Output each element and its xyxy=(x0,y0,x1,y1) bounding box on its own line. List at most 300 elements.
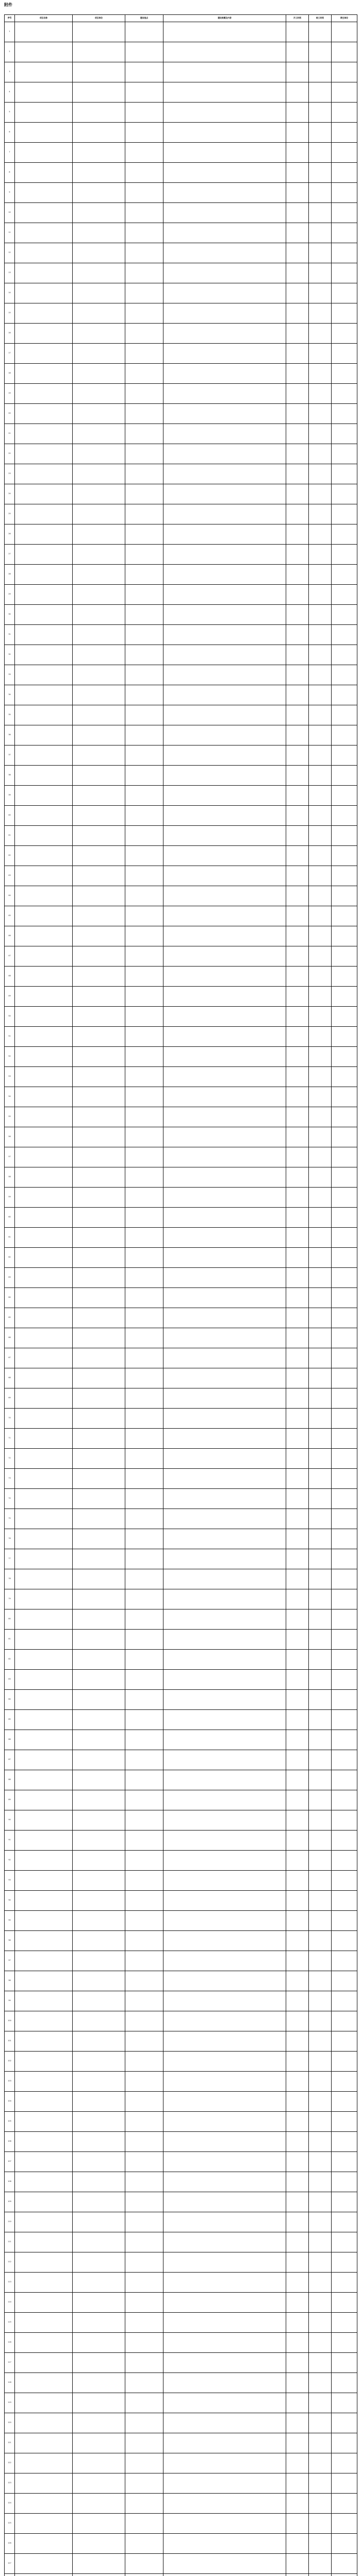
table-cell xyxy=(73,1509,125,1529)
table-cell xyxy=(125,1449,163,1469)
table-cell xyxy=(286,1127,309,1147)
table-cell xyxy=(286,1690,309,1710)
row-number: 19 xyxy=(5,384,15,404)
table-cell xyxy=(15,1529,73,1549)
table-cell xyxy=(286,826,309,846)
table-cell xyxy=(125,866,163,886)
table-row xyxy=(5,946,357,967)
table-cell xyxy=(163,1831,286,1851)
row-number: 15 xyxy=(5,303,15,324)
table-cell xyxy=(163,705,286,725)
table-cell xyxy=(163,444,286,464)
table-row xyxy=(5,2172,357,2192)
table-row xyxy=(5,665,357,685)
table-cell xyxy=(309,203,332,223)
table-cell xyxy=(125,2313,163,2333)
table-row xyxy=(5,2011,357,2031)
row-number: 112 xyxy=(5,2252,15,2273)
table-cell xyxy=(125,605,163,625)
table-cell xyxy=(286,2293,309,2313)
table-row xyxy=(5,685,357,705)
table-cell xyxy=(125,183,163,203)
table-cell xyxy=(163,504,286,524)
row-number: 36 xyxy=(5,725,15,745)
table-cell xyxy=(332,1951,357,1971)
row-number: 107 xyxy=(5,2152,15,2172)
table-cell xyxy=(15,82,73,103)
table-cell xyxy=(286,1730,309,1750)
table-cell xyxy=(286,1107,309,1127)
row-number: 4 xyxy=(5,82,15,103)
table-row xyxy=(5,2433,357,2453)
table-cell xyxy=(125,846,163,866)
table-cell xyxy=(309,906,332,926)
table-cell xyxy=(15,1609,73,1630)
table-cell xyxy=(309,2273,332,2293)
table-cell xyxy=(286,2514,309,2534)
table-cell xyxy=(163,745,286,766)
table-cell xyxy=(163,303,286,324)
table-cell xyxy=(15,2092,73,2112)
table-cell xyxy=(15,464,73,484)
row-number: 3 xyxy=(5,62,15,82)
table-cell xyxy=(15,2052,73,2072)
table-cell xyxy=(73,1690,125,1710)
table-row xyxy=(5,1931,357,1951)
row-number: 17 xyxy=(5,344,15,364)
table-cell xyxy=(15,2433,73,2453)
table-cell xyxy=(286,1569,309,1589)
table-cell xyxy=(15,1750,73,1770)
table-cell xyxy=(15,705,73,725)
table-cell xyxy=(332,464,357,484)
table-cell xyxy=(73,1971,125,1991)
table-cell xyxy=(163,1268,286,1288)
table-cell xyxy=(163,1549,286,1569)
table-cell xyxy=(309,1750,332,1770)
table-cell xyxy=(286,384,309,404)
table-cell xyxy=(286,2473,309,2494)
table-cell xyxy=(309,1308,332,1328)
table-cell xyxy=(73,504,125,524)
table-cell xyxy=(125,1067,163,1087)
table-row xyxy=(5,1991,357,2011)
table-cell xyxy=(332,886,357,906)
table-cell xyxy=(163,203,286,223)
table-cell xyxy=(309,1489,332,1509)
table-cell xyxy=(309,2313,332,2333)
table-cell xyxy=(332,1770,357,1790)
row-number: 49 xyxy=(5,987,15,1007)
table-cell xyxy=(332,1529,357,1549)
table-cell xyxy=(125,2212,163,2232)
table-cell xyxy=(332,1147,357,1167)
row-number: 83 xyxy=(5,1670,15,1690)
table-row xyxy=(5,1750,357,1770)
table-cell xyxy=(332,82,357,103)
table-cell xyxy=(309,846,332,866)
table-cell xyxy=(332,1931,357,1951)
table-cell xyxy=(286,2353,309,2373)
table-row xyxy=(5,1810,357,1831)
table-cell xyxy=(309,123,332,143)
table-cell xyxy=(73,886,125,906)
table-cell xyxy=(286,1469,309,1489)
table-cell xyxy=(15,404,73,424)
row-number: 11 xyxy=(5,223,15,243)
row-number: 40 xyxy=(5,806,15,826)
table-cell xyxy=(309,163,332,183)
table-cell xyxy=(73,1248,125,1268)
header-project-name: 项目名称 xyxy=(15,15,73,22)
table-cell xyxy=(163,2172,286,2192)
table-cell xyxy=(332,344,357,364)
table-cell xyxy=(163,1509,286,1529)
table-cell xyxy=(125,1609,163,1630)
table-cell xyxy=(15,2232,73,2252)
table-cell xyxy=(163,22,286,42)
table-cell xyxy=(163,585,286,605)
table-cell xyxy=(163,1368,286,1388)
row-number: 73 xyxy=(5,1469,15,1489)
table-cell xyxy=(125,1087,163,1107)
table-cell xyxy=(309,243,332,263)
table-cell xyxy=(286,62,309,82)
table-cell xyxy=(309,303,332,324)
table-cell xyxy=(332,1891,357,1911)
table-cell xyxy=(163,846,286,866)
table-cell xyxy=(125,1871,163,1891)
table-cell xyxy=(15,1569,73,1589)
table-cell xyxy=(163,2152,286,2172)
table-row xyxy=(5,1027,357,1047)
row-number: 86 xyxy=(5,1730,15,1750)
table-cell xyxy=(125,203,163,223)
table-cell xyxy=(286,2273,309,2293)
table-cell xyxy=(125,1509,163,1529)
table-cell xyxy=(286,2574,309,2576)
table-cell xyxy=(163,2534,286,2554)
table-cell xyxy=(125,1991,163,2011)
table-cell xyxy=(286,1911,309,1931)
table-cell xyxy=(125,1549,163,1569)
table-cell xyxy=(73,745,125,766)
row-number: 59 xyxy=(5,1188,15,1208)
table-cell xyxy=(309,62,332,82)
table-cell xyxy=(332,826,357,846)
table-cell xyxy=(332,1589,357,1609)
table-cell xyxy=(163,123,286,143)
table-row xyxy=(5,303,357,324)
table-cell xyxy=(332,1127,357,1147)
row-number: 55 xyxy=(5,1107,15,1127)
table-cell xyxy=(286,1529,309,1549)
row-number: 58 xyxy=(5,1167,15,1188)
table-cell xyxy=(309,1368,332,1388)
table-cell xyxy=(163,645,286,665)
table-cell xyxy=(332,1489,357,1509)
table-row xyxy=(5,1911,357,1931)
table-cell xyxy=(125,1268,163,1288)
table-cell xyxy=(286,1810,309,1831)
table-cell xyxy=(125,1891,163,1911)
table-row xyxy=(5,1489,357,1509)
table-cell xyxy=(332,283,357,303)
table-cell xyxy=(286,2494,309,2514)
table-cell xyxy=(15,2273,73,2293)
table-cell xyxy=(15,1328,73,1348)
table-cell xyxy=(163,484,286,504)
table-cell xyxy=(309,1388,332,1409)
table-cell xyxy=(309,1007,332,1027)
row-number: 126 xyxy=(5,2534,15,2554)
row-number: 102 xyxy=(5,2052,15,2072)
row-number: 22 xyxy=(5,444,15,464)
row-number: 45 xyxy=(5,906,15,926)
table-cell xyxy=(73,1047,125,1067)
table-cell xyxy=(15,2112,73,2132)
table-cell xyxy=(309,524,332,545)
table-cell xyxy=(163,725,286,745)
table-cell xyxy=(309,1589,332,1609)
table-cell xyxy=(332,1831,357,1851)
table-cell xyxy=(73,1328,125,1348)
table-cell xyxy=(332,2293,357,2313)
table-cell xyxy=(125,766,163,786)
table-cell xyxy=(332,2072,357,2092)
table-cell xyxy=(125,2232,163,2252)
table-cell xyxy=(309,1630,332,1650)
table-cell xyxy=(163,665,286,685)
table-cell xyxy=(286,866,309,886)
table-cell xyxy=(125,2252,163,2273)
table-cell xyxy=(309,2212,332,2232)
table-cell xyxy=(125,1810,163,1831)
table-cell xyxy=(73,2273,125,2293)
table-cell xyxy=(15,1790,73,1810)
table-cell xyxy=(309,585,332,605)
table-cell xyxy=(286,1288,309,1308)
table-cell xyxy=(332,806,357,826)
table-cell xyxy=(73,806,125,826)
table-cell xyxy=(332,444,357,464)
table-cell xyxy=(125,1770,163,1790)
table-cell xyxy=(309,2574,332,2576)
table-cell xyxy=(286,22,309,42)
table-cell xyxy=(286,967,309,987)
table-cell xyxy=(286,1368,309,1388)
table-cell xyxy=(332,745,357,766)
table-cell xyxy=(309,1208,332,1228)
row-number: 98 xyxy=(5,1971,15,1991)
table-cell xyxy=(15,344,73,364)
table-cell xyxy=(73,2052,125,2072)
table-cell xyxy=(15,484,73,504)
row-number: 21 xyxy=(5,424,15,444)
table-cell xyxy=(286,886,309,906)
table-cell xyxy=(73,2072,125,2092)
table-cell xyxy=(286,946,309,967)
table-cell xyxy=(309,484,332,504)
row-number: 57 xyxy=(5,1147,15,1167)
table-cell xyxy=(73,1429,125,1449)
table-cell xyxy=(163,1027,286,1047)
table-cell xyxy=(15,967,73,987)
table-cell xyxy=(125,62,163,82)
table-cell xyxy=(332,2313,357,2333)
table-cell xyxy=(15,1770,73,1790)
table-cell xyxy=(163,1489,286,1509)
table-cell xyxy=(332,705,357,725)
table-cell xyxy=(332,987,357,1007)
table-row xyxy=(5,203,357,223)
table-cell xyxy=(163,2011,286,2031)
table-cell xyxy=(163,2031,286,2052)
table-cell xyxy=(163,1147,286,1167)
table-cell xyxy=(15,1268,73,1288)
table-cell xyxy=(163,1911,286,1931)
table-cell xyxy=(309,967,332,987)
table-cell xyxy=(309,1951,332,1971)
table-cell xyxy=(286,404,309,424)
table-header-row xyxy=(5,15,357,22)
table-cell xyxy=(163,1228,286,1248)
table-cell xyxy=(73,1931,125,1951)
table-cell xyxy=(332,1630,357,1650)
table-cell xyxy=(332,2514,357,2534)
row-number: 29 xyxy=(5,585,15,605)
row-number: 65 xyxy=(5,1308,15,1328)
table-cell xyxy=(15,2212,73,2232)
table-cell xyxy=(125,2534,163,2554)
table-cell xyxy=(15,826,73,846)
table-cell xyxy=(286,625,309,645)
table-cell xyxy=(286,1348,309,1368)
table-cell xyxy=(163,1188,286,1208)
table-row xyxy=(5,2313,357,2333)
table-cell xyxy=(73,183,125,203)
table-cell xyxy=(286,303,309,324)
table-cell xyxy=(125,263,163,283)
table-cell xyxy=(309,2373,332,2393)
table-cell xyxy=(309,424,332,444)
table-cell xyxy=(15,2453,73,2473)
table-cell xyxy=(15,625,73,645)
table-cell xyxy=(286,645,309,665)
table-cell xyxy=(286,1991,309,2011)
table-cell xyxy=(332,2052,357,2072)
table-cell xyxy=(309,987,332,1007)
row-number: 41 xyxy=(5,826,15,846)
row-number: 109 xyxy=(5,2192,15,2212)
table-cell xyxy=(125,1368,163,1388)
table-cell xyxy=(286,1710,309,1730)
table-cell xyxy=(286,2152,309,2172)
table-cell xyxy=(125,1710,163,1730)
table-cell xyxy=(125,926,163,946)
table-cell xyxy=(309,2252,332,2273)
table-cell xyxy=(163,1429,286,1449)
table-cell xyxy=(309,1710,332,1730)
table-row xyxy=(5,766,357,786)
table-cell xyxy=(309,143,332,163)
row-number: 30 xyxy=(5,605,15,625)
table-cell xyxy=(15,1810,73,1831)
table-cell xyxy=(332,243,357,263)
table-row xyxy=(5,1589,357,1609)
table-cell xyxy=(332,2373,357,2393)
row-number: 31 xyxy=(5,625,15,645)
row-number: 91 xyxy=(5,1831,15,1851)
table-cell xyxy=(125,1831,163,1851)
table-cell xyxy=(73,1991,125,2011)
table-row xyxy=(5,846,357,866)
table-row xyxy=(5,2373,357,2393)
table-cell xyxy=(15,745,73,766)
table-cell xyxy=(332,1991,357,2011)
table-cell xyxy=(309,1670,332,1690)
row-number: 121 xyxy=(5,2433,15,2453)
table-cell xyxy=(309,1730,332,1750)
table-cell xyxy=(125,103,163,123)
table-cell xyxy=(332,1730,357,1750)
table-cell xyxy=(125,143,163,163)
table-cell xyxy=(125,424,163,444)
table-row xyxy=(5,906,357,926)
table-cell xyxy=(15,1308,73,1328)
table-cell xyxy=(163,404,286,424)
table-row xyxy=(5,585,357,605)
table-cell xyxy=(15,545,73,565)
table-cell xyxy=(332,1308,357,1328)
table-cell xyxy=(73,223,125,243)
table-cell xyxy=(73,2092,125,2112)
table-cell xyxy=(309,103,332,123)
table-row xyxy=(5,1609,357,1630)
table-cell xyxy=(125,1328,163,1348)
table-cell xyxy=(309,1348,332,1368)
table-cell xyxy=(332,2232,357,2252)
table-cell xyxy=(286,344,309,364)
table-cell xyxy=(286,1770,309,1790)
table-cell xyxy=(15,1489,73,1509)
table-cell xyxy=(15,1368,73,1388)
table-cell xyxy=(309,1931,332,1951)
table-cell xyxy=(332,585,357,605)
row-number: 37 xyxy=(5,745,15,766)
row-number: 7 xyxy=(5,143,15,163)
table-cell xyxy=(125,123,163,143)
table-cell xyxy=(332,484,357,504)
table-cell xyxy=(286,1851,309,1871)
table-cell xyxy=(73,2152,125,2172)
table-cell xyxy=(286,1931,309,1951)
table-row xyxy=(5,1409,357,1429)
table-cell xyxy=(73,1730,125,1750)
table-cell xyxy=(125,806,163,826)
table-cell xyxy=(286,1167,309,1188)
table-cell xyxy=(309,1569,332,1589)
row-number: 106 xyxy=(5,2132,15,2152)
table-cell xyxy=(286,987,309,1007)
table-row xyxy=(5,725,357,745)
table-cell xyxy=(15,2413,73,2433)
table-cell xyxy=(15,303,73,324)
table-row xyxy=(5,223,357,243)
row-number: 14 xyxy=(5,283,15,303)
table-cell xyxy=(73,303,125,324)
table-cell xyxy=(332,2092,357,2112)
